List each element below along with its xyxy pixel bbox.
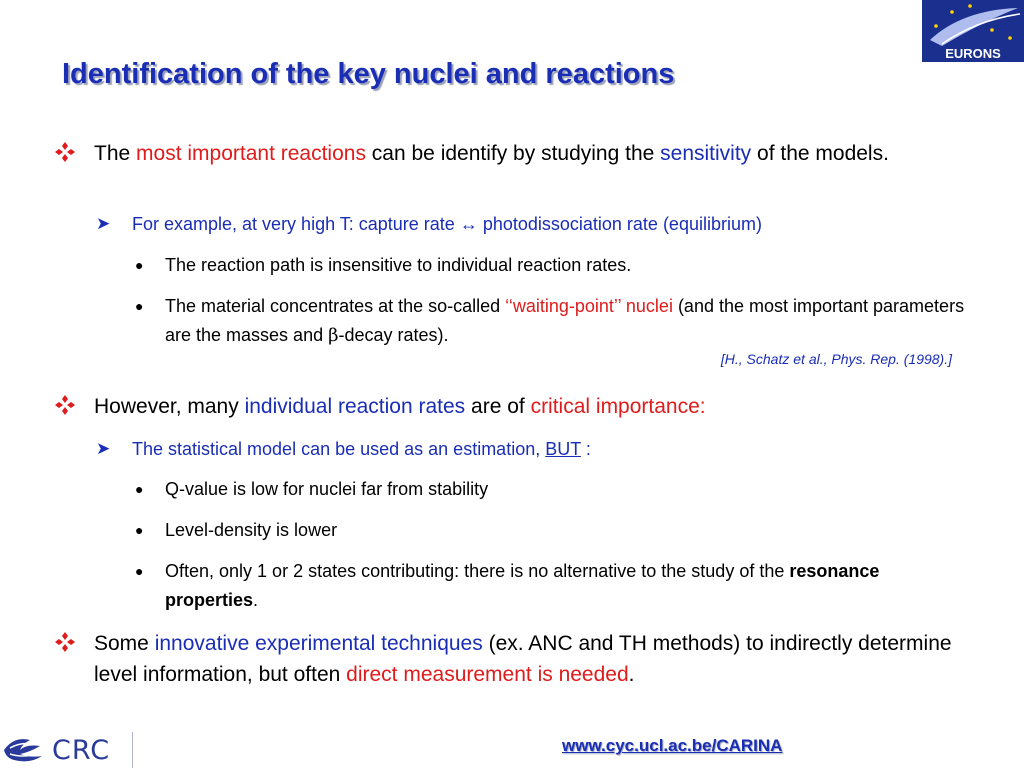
bullet-3-text: (ex. ANC and TH methods) to indirectly determine level information, but often <box>94 632 952 686</box>
list-item <box>135 292 965 350</box>
sub-bullet-2 <box>96 436 972 462</box>
bullet-3-highlight: innovative experimental techniques <box>154 632 483 655</box>
bullet-2-highlight: critical importance: <box>530 395 706 418</box>
bullet-3 <box>94 628 974 690</box>
dot-icon: ● <box>135 257 144 273</box>
bullet-3-text: Some <box>94 632 155 655</box>
dot-icon: ● <box>135 298 144 314</box>
list-item-text: The material concentrates at the so-called <box>165 296 506 316</box>
list-item-text: . <box>253 590 259 610</box>
bullet-1-highlight: sensitivity <box>660 142 752 165</box>
sub-bullet-2-text: The statistical model can be used as an estimation, <box>132 439 546 459</box>
list-item-text: Level-density is lower <box>165 520 338 540</box>
footer-link[interactable]: www.cyc.ucl.ac.be/CARINA <box>562 736 783 755</box>
bullet-1-text: can be identify by studying the <box>365 142 661 165</box>
arrowhead-icon: ➤ <box>96 439 111 458</box>
list-item-text: Often, only 1 or 2 states contributing: there is no alternative to the study of the <box>165 561 790 581</box>
list-item <box>135 516 965 545</box>
arrowhead-icon: ➤ <box>96 214 111 233</box>
bullet-3-highlight: direct measurement is needed <box>346 663 629 686</box>
sub-bullet-2-text: : <box>580 439 591 459</box>
list-item-text: (and the most important parameters are the masses and <box>165 296 965 345</box>
reference-citation: [H., Schatz et al., Phys. Rep. (1998).] <box>720 351 952 367</box>
footer-divider <box>132 732 133 768</box>
sub-bullet-1-text: For example, at very high T: capture rate ↔ photodissociation rate (equilibrium) <box>132 214 762 234</box>
sub-bullet-1 <box>96 211 972 237</box>
bullet-1-text: of the models. <box>751 142 889 165</box>
bullet-1-text: The <box>94 142 137 165</box>
diamond-cluster-icon <box>54 631 76 653</box>
crc-logo-text: CRC <box>52 735 111 766</box>
dot-icon: ● <box>135 563 144 579</box>
list-item-text: -decay rates). <box>338 325 449 345</box>
list-item-highlight: ‘‘waiting-point’’ nuclei <box>505 296 673 316</box>
list-item <box>135 475 965 504</box>
bullet-2 <box>94 391 974 422</box>
list-item <box>135 251 965 280</box>
list-item <box>135 557 965 615</box>
sub-bullet-2-emphasis: BUT <box>545 439 581 459</box>
dot-icon: ● <box>135 481 144 497</box>
list-item-bold: resonance properties <box>165 561 880 610</box>
diamond-cluster-icon <box>54 141 76 163</box>
slide-title: Identification of the key nuclei and reactions <box>62 58 675 90</box>
list-item-text: Q-value is low for nuclei far from stability <box>165 479 489 499</box>
list-item-text: The reaction path is insensitive to individual reaction rates. <box>165 255 632 275</box>
dot-icon: ● <box>135 522 144 538</box>
diamond-cluster-icon <box>54 394 76 416</box>
bullet-1-highlight: most important reactions <box>136 142 366 165</box>
beta-symbol: β <box>328 325 339 346</box>
eurons-logo-text: EURONS <box>945 46 1001 61</box>
bullet-1 <box>94 138 974 169</box>
bullet-2-text: are of <box>465 395 531 418</box>
bullet-2-highlight: individual reaction rates <box>244 395 466 418</box>
bullet-3-text: . <box>628 663 635 686</box>
bullet-2-text: However, many <box>94 395 245 418</box>
